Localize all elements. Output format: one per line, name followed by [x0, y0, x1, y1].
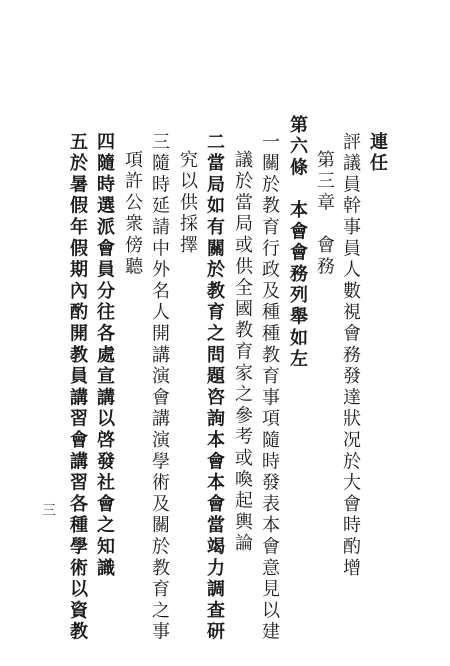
page-number: 三: [42, 503, 56, 519]
item-three-line-two: 項許公衆傍聽: [122, 150, 143, 278]
item-two-line-one: 二當局如有關於教育之問題咨詢本會本會當竭力調查研: [204, 132, 225, 644]
item-three-line-one: 三隨時延請中外名人開講演會講演學術及關於教育之事: [149, 132, 170, 644]
item-one-line-one: 一關於教育行政及種種教育事項隨時發表本會意見以建: [259, 132, 280, 644]
item-two-line-two: 究以供採擇: [177, 150, 198, 257]
chapter-heading: 第三章 會務: [314, 150, 335, 278]
item-one-line-two: 議於當局或供全國教育家之參考或喚起輿論: [232, 150, 253, 555]
item-five: 五於暑假年假期內酌開教員講習會講習各種學術以資教: [67, 132, 88, 644]
item-four: 四隨時選派會員分往各處宣講以啓發社會之知識: [94, 132, 115, 580]
text-column-continued-term: 連任: [367, 132, 388, 175]
article-heading: 第六條 本會會務列舉如左: [287, 115, 308, 371]
text-column-council-members: 評議員幹事員人數視會務發達狀况於大會時酌增: [340, 132, 361, 580]
